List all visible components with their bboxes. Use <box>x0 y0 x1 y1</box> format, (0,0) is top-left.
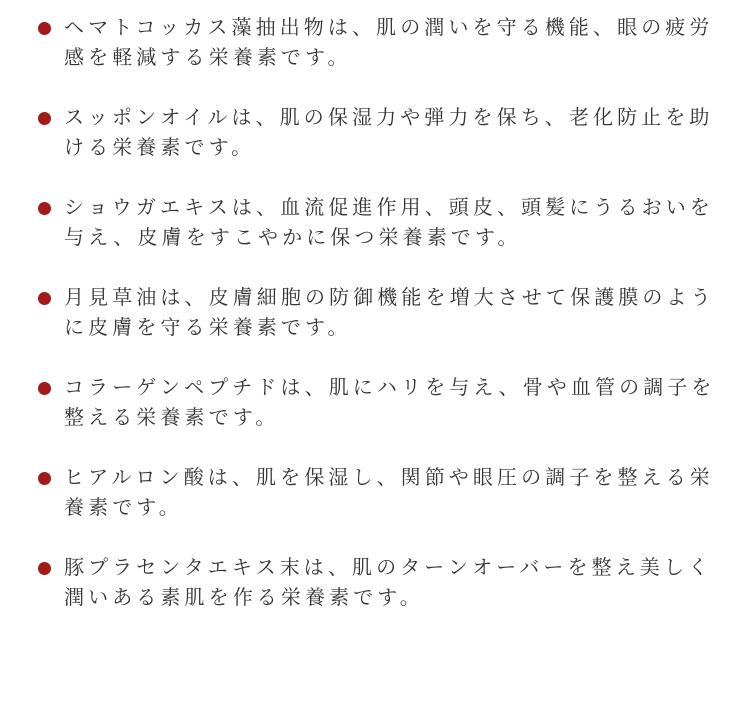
bullet-icon <box>38 202 51 215</box>
bullet-icon <box>38 382 51 395</box>
bullet-icon <box>38 112 51 125</box>
bullet-icon <box>38 562 51 575</box>
list-item-text: スッポンオイルは、肌の保湿力や弾力を保ち、老化防止を助ける栄養素です。 <box>64 105 714 159</box>
list-item <box>36 552 716 612</box>
list-item-text: ヘマトコッカス藻抽出物は、肌の潤いを守る機能、眼の疲労感を軽減する栄養素です。 <box>64 15 714 69</box>
list-item-text: コラーゲンペプチドは、肌にハリを与え、骨や血管の調子を整える栄養素です。 <box>64 375 716 429</box>
bullet-icon <box>38 292 51 305</box>
list-item-text: ヒアルロン酸は、肌を保湿し、関節や眼圧の調子を整える栄養素です。 <box>64 465 714 519</box>
bullet-icon <box>38 472 51 485</box>
list-item-text: 豚プラセンタエキス末は、肌のターンオーバーを整え美しく潤いある素肌を作る栄養素です。 <box>64 555 713 609</box>
ingredient-list <box>36 12 716 642</box>
list-item <box>36 282 716 342</box>
list-item-text: 月見草油は、皮膚細胞の防御機能を増大させて保護膜のように皮膚を守る栄養素です。 <box>64 285 715 339</box>
list-item <box>36 102 716 162</box>
list-item <box>36 462 716 522</box>
list-item <box>36 372 716 432</box>
list-item-text: ショウガエキスは、血流促進作用、頭皮、頭髪にうるおいを与え、皮膚をすこやかに保つ栄養素です。 <box>64 195 714 249</box>
list-item <box>36 192 716 252</box>
list-item <box>36 12 716 72</box>
bullet-icon <box>38 22 51 35</box>
